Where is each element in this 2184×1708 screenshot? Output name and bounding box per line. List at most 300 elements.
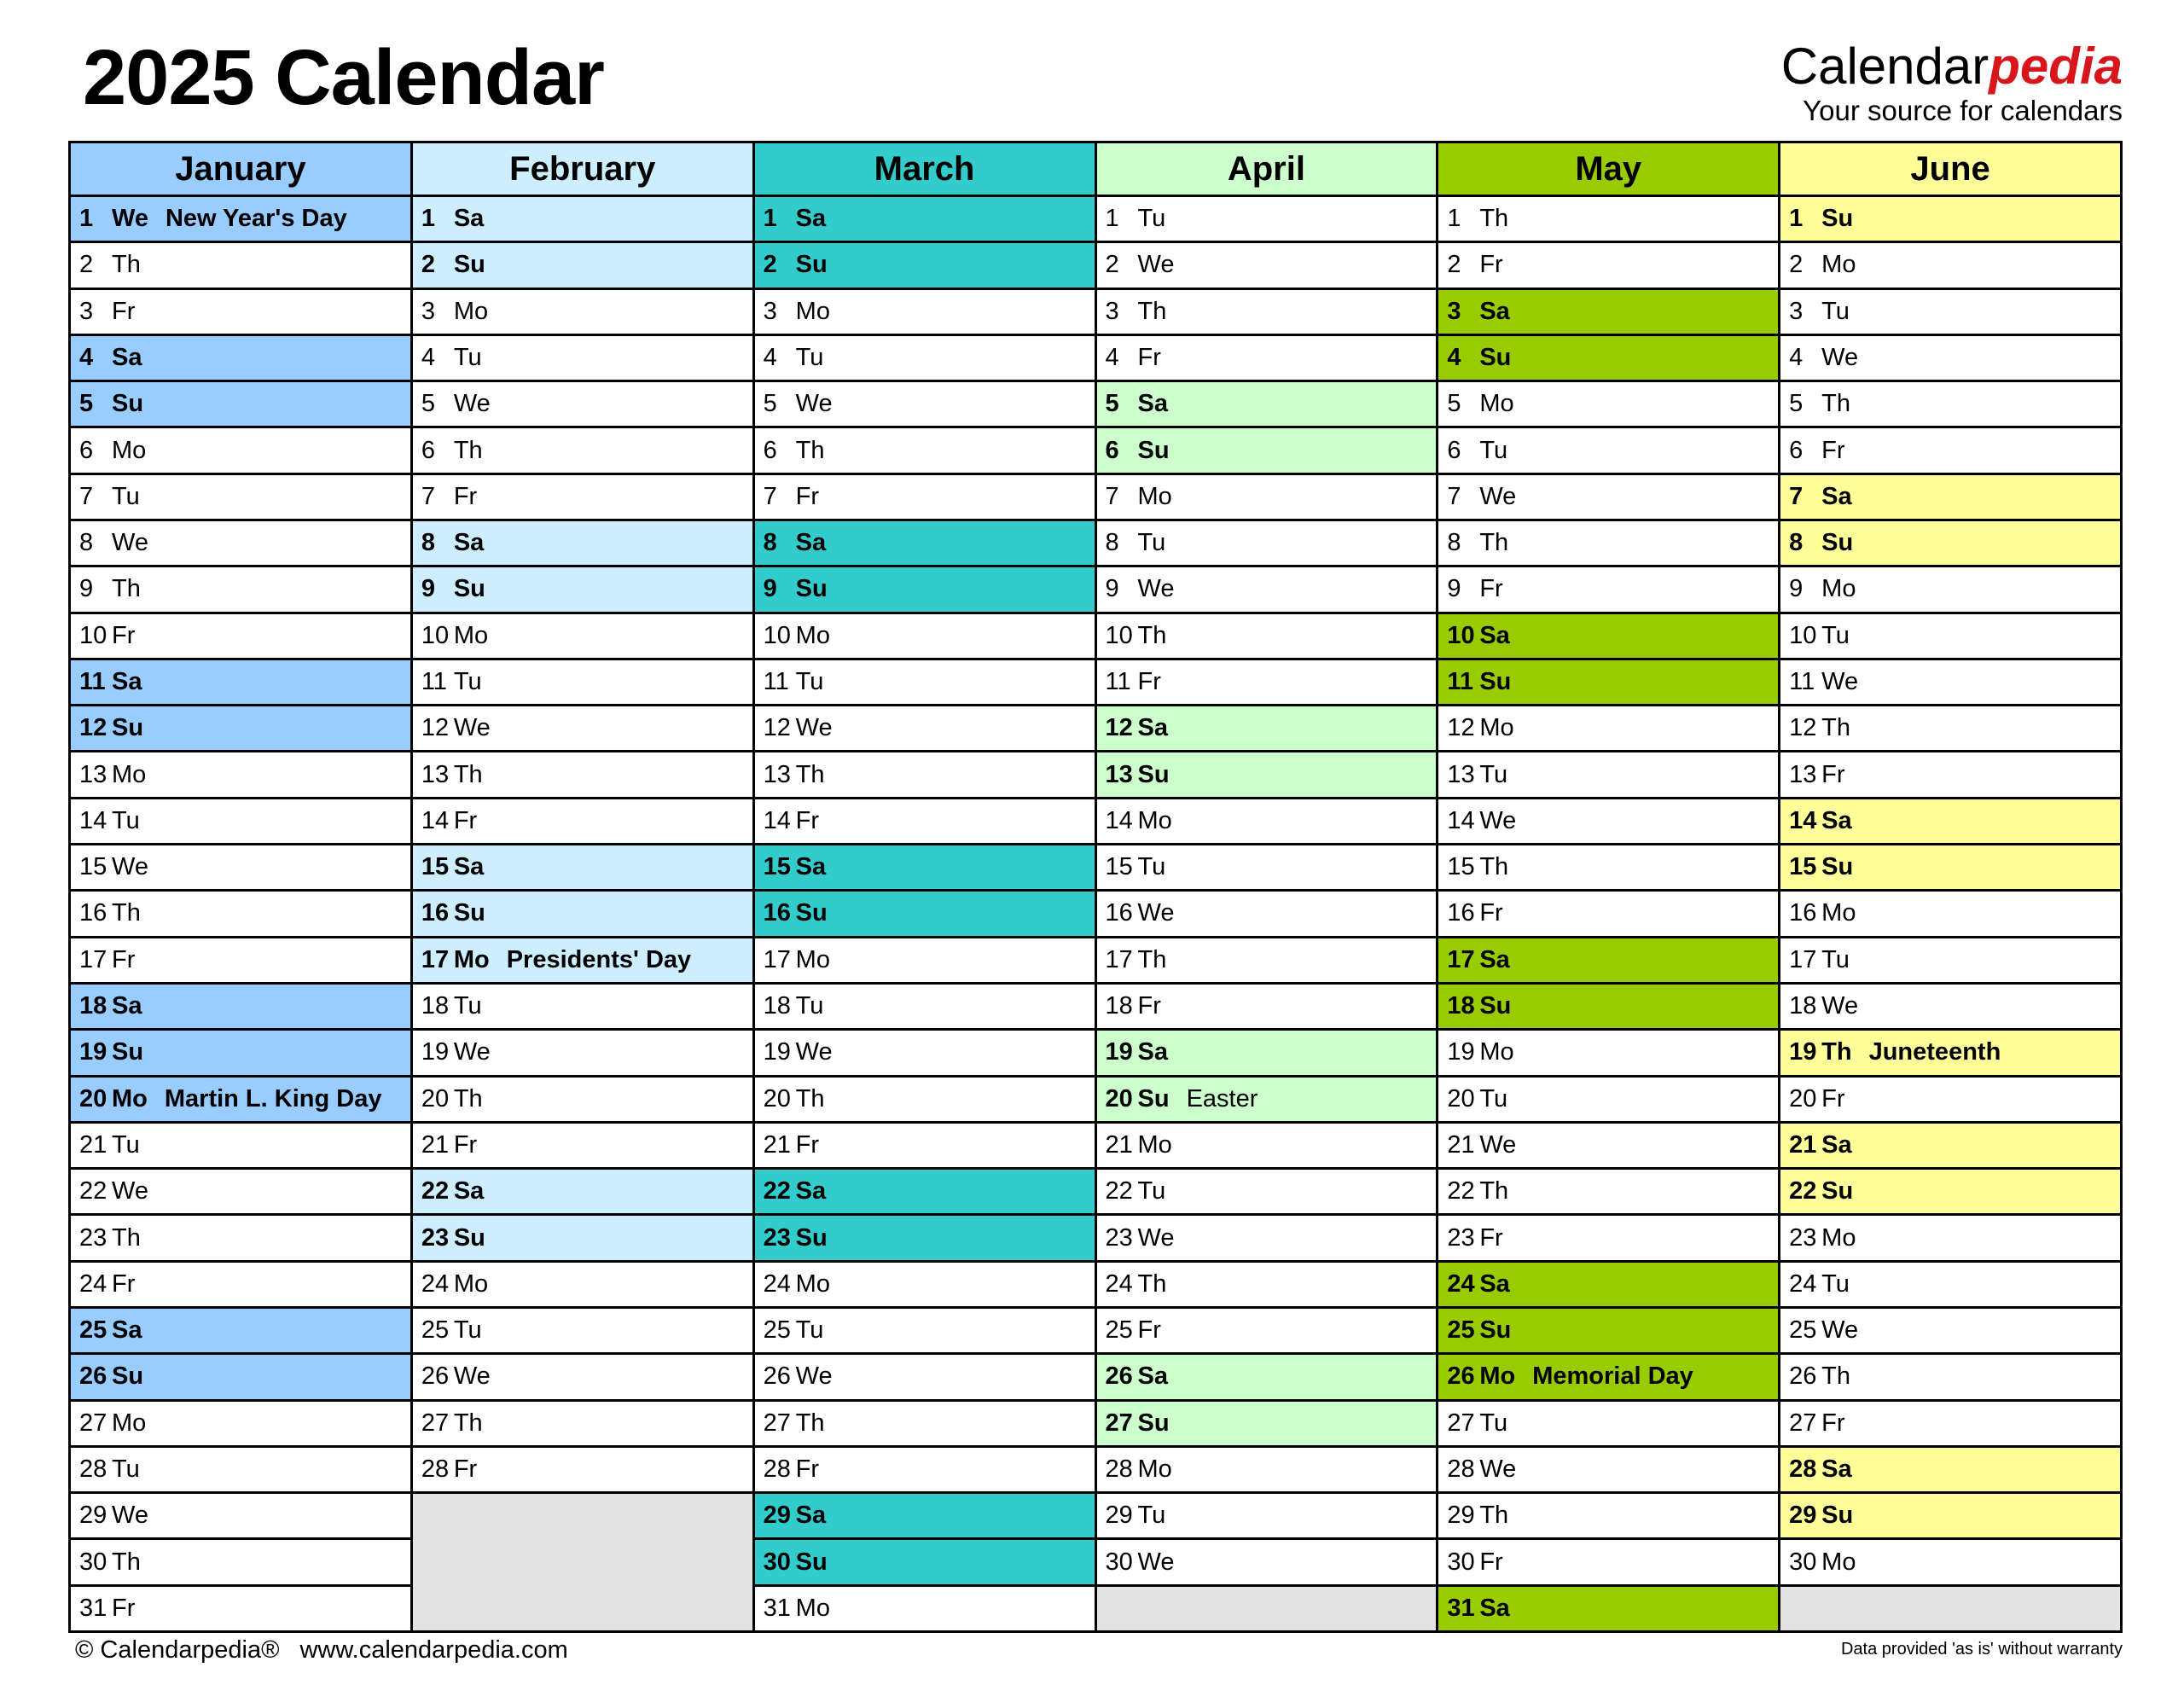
day-cell[interactable] (1780, 1031, 2120, 1074)
day-number: 19 (79, 1038, 107, 1066)
weekday-label: We (1137, 1548, 1175, 1576)
weekday-label: Tu (112, 1130, 140, 1159)
weekday-label: Th (1479, 1177, 1509, 1205)
day-cell[interactable] (71, 1124, 410, 1167)
day-cell[interactable] (413, 799, 752, 843)
day-cell[interactable] (1438, 290, 1778, 334)
day-number: 20 (1105, 1084, 1133, 1113)
brand-name: Calendarpedia (1780, 38, 2123, 95)
weekday-label: Mo (1821, 251, 1856, 279)
day-cell[interactable] (1438, 985, 1778, 1028)
day-cell[interactable] (1438, 382, 1778, 426)
day-cell[interactable] (1097, 1078, 1437, 1121)
day-cell[interactable] (1097, 197, 1437, 241)
day-cell[interactable] (1097, 1031, 1437, 1074)
month-header: January (71, 143, 410, 195)
weekday-label: Fr (1821, 1409, 1845, 1437)
day-cell[interactable] (413, 243, 752, 287)
day-number: 13 (763, 760, 791, 788)
day-cell[interactable] (1438, 706, 1778, 750)
day-number: 18 (1789, 992, 1817, 1020)
day-number: 9 (1789, 575, 1804, 603)
day-cell[interactable] (1097, 1263, 1437, 1306)
day-cell[interactable] (755, 567, 1095, 611)
day-cell[interactable] (755, 938, 1095, 982)
day-cell[interactable] (1438, 752, 1778, 796)
weekday-label: We (1137, 1223, 1175, 1252)
weekday-label: Sa (112, 668, 142, 696)
weekday-label: Fr (1479, 899, 1503, 927)
day-cell[interactable] (1438, 243, 1778, 287)
day-number: 27 (763, 1409, 791, 1437)
day-number: 6 (1105, 436, 1119, 464)
weekday-label: Th (112, 575, 141, 603)
day-cell[interactable] (71, 938, 410, 982)
day-cell[interactable] (71, 382, 410, 426)
day-cell[interactable] (1780, 1263, 2120, 1306)
weekday-label: Th (1479, 205, 1509, 233)
weekday-label: Su (1137, 760, 1170, 788)
day-number: 18 (421, 992, 450, 1020)
day-cell[interactable] (413, 428, 752, 472)
day-cell[interactable] (413, 336, 752, 380)
day-cell[interactable] (1780, 475, 2120, 519)
day-cell[interactable] (755, 475, 1095, 519)
day-cell[interactable] (413, 1448, 752, 1491)
weekday-label: Sa (1137, 390, 1168, 418)
day-cell[interactable] (1097, 1540, 1437, 1583)
weekday-label: Th (1479, 853, 1509, 881)
day-number: 8 (1105, 529, 1119, 557)
day-number: 21 (1789, 1130, 1817, 1159)
day-cell[interactable] (71, 799, 410, 843)
day-cell[interactable] (71, 1078, 410, 1121)
day-cell[interactable] (413, 1263, 752, 1306)
day-number: 15 (79, 853, 107, 881)
day-cell[interactable] (1780, 985, 2120, 1028)
day-cell[interactable] (1438, 614, 1778, 658)
day-cell[interactable] (1438, 1263, 1778, 1306)
day-cell[interactable] (755, 1263, 1095, 1306)
day-cell[interactable] (1780, 382, 2120, 426)
day-cell[interactable] (1438, 336, 1778, 380)
month-column-april (1097, 143, 1437, 1630)
day-cell[interactable] (1097, 614, 1437, 658)
day-number: 15 (421, 853, 450, 881)
day-number: 25 (763, 1316, 791, 1345)
weekday-label: Th (1137, 945, 1167, 973)
day-cell[interactable] (1438, 1448, 1778, 1491)
day-number: 4 (79, 344, 94, 371)
day-cell[interactable] (755, 243, 1095, 287)
weekday-label: Su (795, 575, 828, 603)
weekday-label: Tu (1137, 1177, 1166, 1205)
weekday-label: Sa (453, 1177, 485, 1205)
day-number: 27 (79, 1409, 107, 1437)
day-cell[interactable] (1438, 197, 1778, 241)
day-cell[interactable] (71, 1494, 410, 1537)
day-cell[interactable] (755, 1078, 1095, 1121)
website-link[interactable]: www.calendarpedia.com (299, 1636, 568, 1664)
day-number: 9 (79, 575, 94, 603)
weekday-label: Mo (795, 945, 830, 973)
weekday-label: Mo (1137, 482, 1172, 510)
day-number: 1 (421, 205, 435, 233)
weekday-label: Tu (1821, 297, 1850, 325)
day-cell[interactable] (755, 1402, 1095, 1445)
day-cell[interactable] (755, 1216, 1095, 1259)
day-cell[interactable] (1097, 892, 1437, 935)
day-number: 25 (421, 1316, 450, 1345)
day-cell[interactable] (71, 428, 410, 472)
day-cell[interactable] (1438, 1170, 1778, 1213)
weekday-label: Sa (1821, 482, 1852, 510)
day-cell[interactable] (1780, 1309, 2120, 1352)
day-cell[interactable] (71, 1587, 410, 1630)
weekday-label: Th (453, 436, 483, 464)
day-number: 3 (421, 297, 435, 325)
day-cell[interactable] (71, 1448, 410, 1491)
day-cell[interactable] (71, 985, 410, 1028)
day-cell[interactable] (71, 752, 410, 796)
day-number: 29 (79, 1502, 107, 1530)
day-cell[interactable] (71, 660, 410, 704)
day-cell[interactable] (755, 660, 1095, 704)
day-number: 6 (763, 436, 777, 464)
weekday-label: Sa (1137, 1038, 1168, 1066)
day-number: 27 (1789, 1409, 1817, 1437)
day-cell[interactable] (755, 197, 1095, 241)
day-number: 11 (79, 668, 106, 696)
day-number: 2 (1789, 251, 1804, 279)
day-cell[interactable] (1438, 1124, 1778, 1167)
day-cell[interactable] (413, 752, 752, 796)
day-cell[interactable] (413, 1124, 752, 1167)
weekday-label: Fr (112, 297, 136, 325)
day-cell[interactable] (1438, 1494, 1778, 1537)
weekday-label: Tu (453, 992, 482, 1020)
empty-cell (1097, 1587, 1437, 1630)
day-cell[interactable] (1097, 985, 1437, 1028)
day-cell[interactable] (1438, 1216, 1778, 1259)
weekday-label: Sa (795, 529, 827, 557)
day-cell[interactable] (71, 1263, 410, 1306)
day-cell[interactable] (413, 1309, 752, 1352)
day-cell[interactable] (1780, 614, 2120, 658)
day-cell[interactable] (1097, 475, 1437, 519)
day-cell[interactable] (1438, 845, 1778, 889)
day-cell[interactable] (755, 1494, 1095, 1537)
day-cell[interactable] (1438, 521, 1778, 565)
day-cell[interactable] (755, 1124, 1095, 1167)
day-cell[interactable] (1780, 336, 2120, 380)
weekday-label: Th (795, 1409, 825, 1437)
day-cell[interactable] (1438, 660, 1778, 704)
day-number: 3 (1789, 297, 1804, 325)
day-cell[interactable] (755, 892, 1095, 935)
day-cell[interactable] (1780, 428, 2120, 472)
day-cell[interactable] (71, 1402, 410, 1445)
day-cell[interactable] (1780, 660, 2120, 704)
day-number: 7 (421, 482, 435, 510)
day-cell[interactable] (413, 1170, 752, 1213)
weekday-label: Su (1821, 1502, 1854, 1530)
day-cell[interactable] (413, 1078, 752, 1121)
day-cell[interactable] (1097, 567, 1437, 611)
day-cell[interactable] (71, 1170, 410, 1213)
day-cell[interactable] (1097, 1494, 1437, 1537)
day-number: 23 (1789, 1223, 1817, 1252)
day-number: 18 (763, 992, 791, 1020)
day-cell[interactable] (755, 799, 1095, 843)
day-cell[interactable] (755, 1448, 1095, 1491)
day-cell[interactable] (413, 197, 752, 241)
weekday-label: Sa (1821, 1455, 1852, 1483)
weekday-label: Mo (1137, 806, 1172, 834)
day-cell[interactable] (755, 845, 1095, 889)
day-cell[interactable] (71, 614, 410, 658)
day-number: 23 (763, 1223, 791, 1252)
day-cell[interactable] (413, 1402, 752, 1445)
day-cell[interactable] (1780, 243, 2120, 287)
day-cell[interactable] (71, 892, 410, 935)
weekday-label: Fr (112, 1594, 136, 1622)
day-cell[interactable] (1780, 752, 2120, 796)
day-number: 5 (1789, 390, 1804, 418)
weekday-label: Tu (795, 344, 824, 371)
day-cell[interactable] (413, 1216, 752, 1259)
weekday-label: Th (112, 899, 141, 927)
day-cell[interactable] (413, 521, 752, 565)
day-cell[interactable] (71, 197, 410, 241)
day-cell[interactable] (1097, 938, 1437, 982)
day-cell[interactable] (1438, 1355, 1778, 1398)
day-cell[interactable] (1780, 1494, 2120, 1537)
day-cell[interactable] (755, 1355, 1095, 1398)
day-cell[interactable] (71, 243, 410, 287)
day-number: 6 (1789, 436, 1804, 464)
day-cell[interactable] (1097, 1309, 1437, 1352)
day-cell[interactable] (1097, 706, 1437, 750)
month-column-june (1780, 143, 2120, 1630)
day-number: 12 (763, 714, 791, 742)
day-cell[interactable] (1438, 1031, 1778, 1074)
day-cell[interactable] (1780, 1448, 2120, 1491)
weekday-label: Fr (1137, 1316, 1161, 1345)
day-cell[interactable] (71, 706, 410, 750)
day-number: 9 (421, 575, 435, 603)
weekday-label: We (1821, 992, 1859, 1020)
weekday-label: Mo (112, 1084, 148, 1113)
day-cell[interactable] (1097, 521, 1437, 565)
day-cell[interactable] (71, 845, 410, 889)
day-cell[interactable] (755, 1170, 1095, 1213)
day-number: 5 (763, 390, 777, 418)
day-cell[interactable] (1438, 892, 1778, 935)
calendar-grid (68, 141, 2123, 1633)
day-cell[interactable] (1780, 1170, 2120, 1213)
day-cell[interactable] (755, 706, 1095, 750)
day-number: 22 (79, 1177, 107, 1205)
weekday-label: Th (453, 760, 483, 788)
day-cell[interactable] (1438, 567, 1778, 611)
weekday-label: Th (1479, 1502, 1509, 1530)
weekday-label: Su (112, 1362, 144, 1391)
day-cell[interactable] (1097, 1402, 1437, 1445)
day-cell[interactable] (413, 706, 752, 750)
day-cell[interactable] (71, 1540, 410, 1583)
weekday-label: Fr (1821, 760, 1845, 788)
day-cell[interactable] (1780, 845, 2120, 889)
day-cell[interactable] (755, 428, 1095, 472)
day-cell[interactable] (755, 382, 1095, 426)
day-number: 11 (1447, 668, 1473, 696)
day-cell[interactable] (1780, 799, 2120, 843)
day-cell[interactable] (755, 336, 1095, 380)
weekday-label: Su (795, 899, 828, 927)
weekday-label: We (1137, 899, 1175, 927)
weekday-label: Sa (1479, 297, 1510, 325)
day-cell[interactable] (1097, 1355, 1437, 1398)
day-cell[interactable] (1780, 938, 2120, 982)
day-cell[interactable] (71, 1031, 410, 1074)
day-number: 24 (1789, 1269, 1817, 1298)
day-cell[interactable] (1438, 938, 1778, 982)
day-cell[interactable] (1780, 1124, 2120, 1167)
day-cell[interactable] (71, 567, 410, 611)
weekday-label: Th (453, 1409, 483, 1437)
day-cell[interactable] (755, 752, 1095, 796)
day-cell[interactable] (755, 614, 1095, 658)
day-cell[interactable] (1438, 799, 1778, 843)
day-cell[interactable] (1438, 1309, 1778, 1352)
day-cell[interactable] (1097, 799, 1437, 843)
weekday-label: Th (1821, 390, 1850, 418)
day-cell[interactable] (413, 475, 752, 519)
day-number: 6 (1447, 436, 1461, 464)
holiday-label: New Year's Day (165, 205, 347, 233)
day-cell[interactable] (755, 290, 1095, 334)
day-cell[interactable] (1097, 428, 1437, 472)
day-cell[interactable] (1780, 567, 2120, 611)
day-number: 8 (763, 529, 777, 557)
day-number: 10 (1447, 621, 1475, 649)
day-cell[interactable] (1097, 1170, 1437, 1213)
day-number: 13 (421, 760, 450, 788)
day-cell[interactable] (1097, 845, 1437, 889)
day-cell[interactable] (1438, 1587, 1778, 1630)
day-cell[interactable] (413, 614, 752, 658)
day-cell[interactable] (755, 1540, 1095, 1583)
month-column-may (1438, 143, 1778, 1630)
weekday-label: Th (795, 1084, 825, 1113)
day-cell[interactable] (1780, 290, 2120, 334)
day-cell[interactable] (1097, 290, 1437, 334)
day-cell[interactable] (1438, 475, 1778, 519)
day-number: 16 (79, 899, 107, 927)
weekday-label: Th (112, 1223, 141, 1252)
day-cell[interactable] (1438, 1078, 1778, 1121)
day-cell[interactable] (413, 938, 752, 982)
day-cell[interactable] (1780, 1078, 2120, 1121)
day-cell[interactable] (755, 985, 1095, 1028)
day-cell[interactable] (1780, 521, 2120, 565)
weekday-label: Sa (453, 205, 485, 233)
day-cell[interactable] (1097, 1124, 1437, 1167)
day-cell[interactable] (1097, 660, 1437, 704)
day-cell[interactable] (413, 1031, 752, 1074)
day-cell[interactable] (71, 521, 410, 565)
day-cell[interactable] (71, 1216, 410, 1259)
day-cell[interactable] (1780, 1355, 2120, 1398)
day-cell[interactable] (1097, 1216, 1437, 1259)
day-number: 17 (421, 945, 450, 973)
day-cell[interactable] (413, 892, 752, 935)
day-cell[interactable] (1438, 428, 1778, 472)
day-cell[interactable] (71, 1309, 410, 1352)
day-cell[interactable] (1780, 197, 2120, 241)
day-number: 25 (1447, 1316, 1475, 1345)
day-cell[interactable] (1097, 382, 1437, 426)
day-number: 16 (763, 899, 791, 927)
footer-left (75, 1636, 589, 1664)
day-cell[interactable] (413, 382, 752, 426)
month-header: March (755, 143, 1095, 195)
brand-logo[interactable] (1780, 38, 2123, 126)
day-cell[interactable] (71, 290, 410, 334)
day-number: 23 (79, 1223, 107, 1252)
day-cell[interactable] (71, 336, 410, 380)
day-cell[interactable] (1780, 706, 2120, 750)
day-cell[interactable] (71, 1355, 410, 1398)
day-cell[interactable] (755, 521, 1095, 565)
day-cell[interactable] (1438, 1540, 1778, 1583)
day-cell[interactable] (413, 567, 752, 611)
day-cell[interactable] (1097, 243, 1437, 287)
weekday-label: Mo (795, 1269, 830, 1298)
day-cell[interactable] (1780, 1216, 2120, 1259)
weekday-label: We (1479, 1130, 1517, 1159)
day-number: 19 (1105, 1038, 1133, 1066)
day-cell[interactable] (1097, 1448, 1437, 1491)
day-cell[interactable] (1438, 1402, 1778, 1445)
day-cell[interactable] (413, 1355, 752, 1398)
day-number: 10 (79, 621, 107, 649)
day-cell[interactable] (1780, 1540, 2120, 1583)
holiday-label: Presidents' Day (506, 945, 692, 973)
weekday-label: Mo (1479, 714, 1514, 742)
day-cell[interactable] (755, 1587, 1095, 1630)
day-cell[interactable] (1097, 752, 1437, 796)
day-cell[interactable] (413, 660, 752, 704)
day-cell[interactable] (413, 845, 752, 889)
day-number: 9 (1105, 575, 1119, 603)
weekday-label: Su (795, 251, 828, 279)
day-cell[interactable] (1780, 1402, 2120, 1445)
day-number: 10 (763, 621, 791, 649)
day-cell[interactable] (755, 1309, 1095, 1352)
day-cell[interactable] (1780, 892, 2120, 935)
weekday-label: Th (453, 1084, 483, 1113)
day-cell[interactable] (413, 985, 752, 1028)
day-cell[interactable] (755, 1031, 1095, 1074)
day-cell[interactable] (71, 475, 410, 519)
day-cell[interactable] (413, 290, 752, 334)
day-cell[interactable] (1097, 336, 1437, 380)
weekday-label: Su (1821, 1177, 1854, 1205)
holiday-label: Juneteenth (1868, 1038, 2001, 1066)
weekday-label: Fr (795, 482, 820, 510)
